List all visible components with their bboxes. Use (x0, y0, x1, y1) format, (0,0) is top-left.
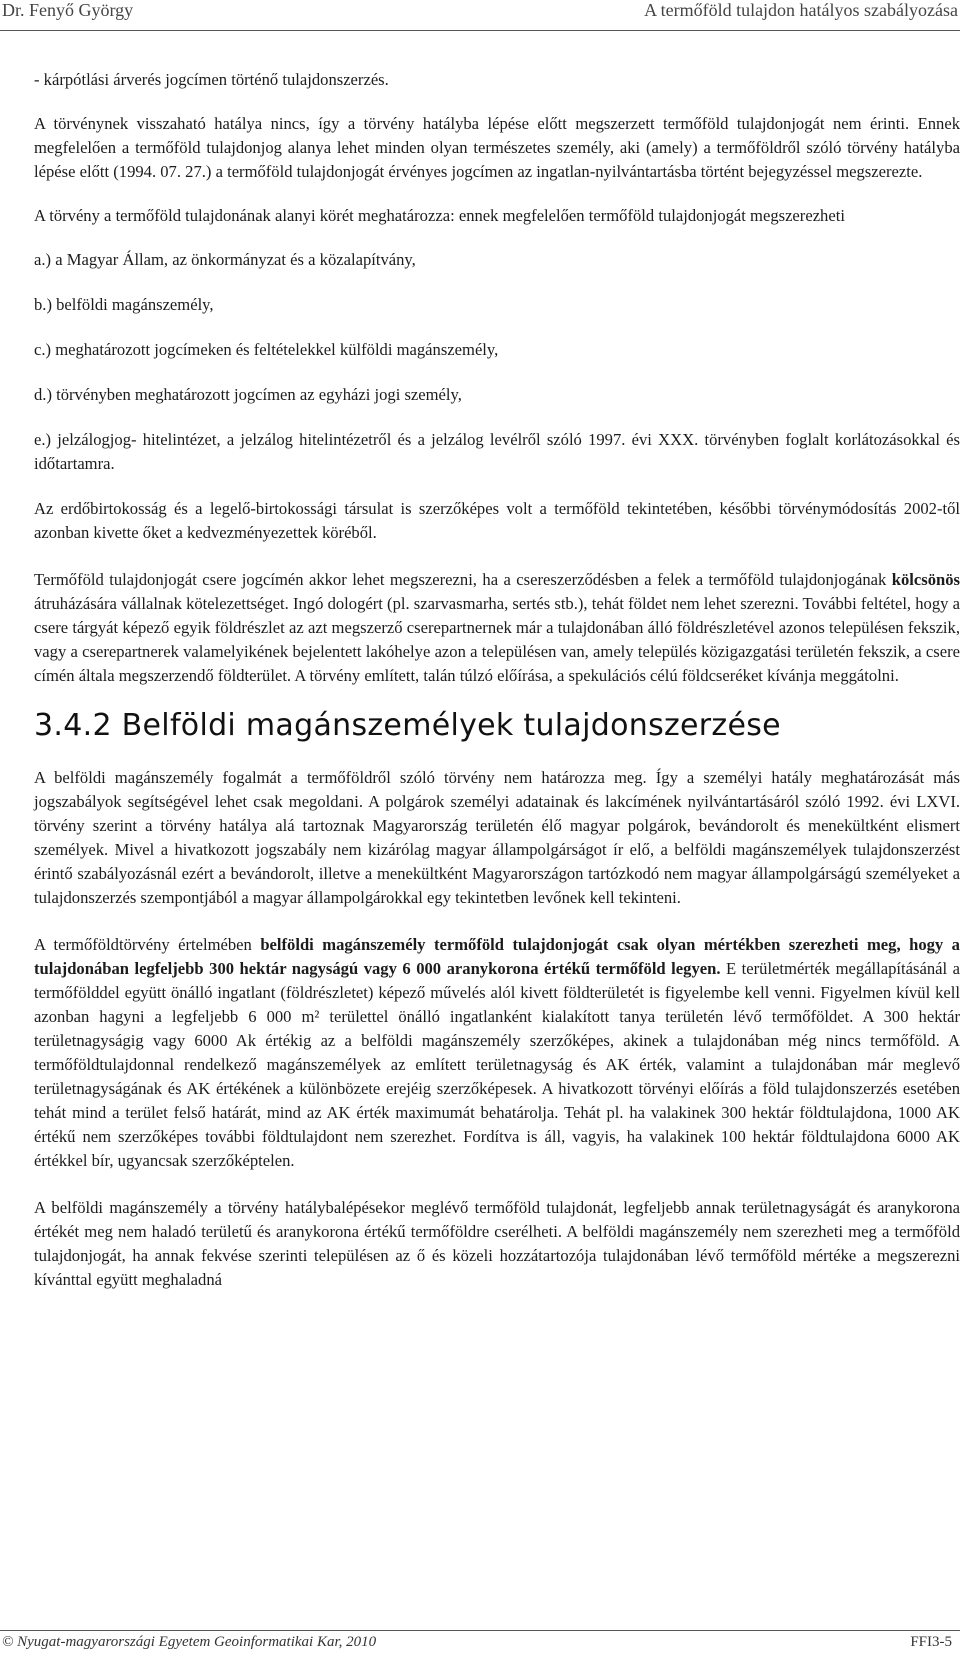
paragraph-hatalybalepes: A belföldi magánszemély a törvény hatálybalépésekor meglévő termőföld tulajdonát, legfeljebb annak területnagyságát és aranykorona értékét meg nem haladó területű és aranykorona értékű termőföldre cserélheti. A belföldi magánszemély nem szerezheti meg a termőföld tulajdonjogát, ha annak fekvése szerinti településen az ő és közeli hozzátartozója tulajdonában lévő termőföld mértéke a megszerezni kívánttal együtt meghaladná (34, 1198, 960, 1289)
paragraph-erdobirtokossag: Az erdőbirtokosság és a legelő-birtokossági társulat is szerzőképes volt a termőföld tekintetében, későbbi törvénymódosítás 2002-től azonban kivette őket a kedvezményezettek köréből. (34, 499, 960, 542)
page-header (0, 0, 960, 30)
footer-copyright: © Nyugat-magyarországi Egyetem Geoinformatikai Kar, 2010 (2, 1634, 377, 1650)
header-rule (0, 30, 960, 31)
header-title: A termőföld tulajdon hatályos szabályozása (644, 0, 958, 20)
emphasis-hektar-korlat: belföldi magánszemély termőföld tulajdonjogát csak olyan mértékben szerezheti meg, hogy a tulajdonában legfeljebb 300 hektár nagyságú vagy 6 000 aranykorona értékű termőföld legyen. (34, 935, 960, 978)
list-item-c: c.) meghatározott jogcímeken és feltételekkel külföldi magánszemély, (34, 340, 499, 359)
document-body (34, 68, 960, 1292)
list-item-d: d.) törvényben meghatározott jogcímen az egyházi jogi személy, (34, 385, 462, 404)
paragraph-fogalom: A belföldi magánszemély fogalmát a termőföldről szóló törvény nem határozza meg. Így a személyi hatály meghatározását más jogszabályok segítségével lehet csak megoldani. A polgárok személyi adatainak és lakcímének nyilvántartásáról szóló 1992. évi LXVI. törvény szerint a törvény hatálya alá tartoznak Magyarország területén élő magyar polgárok, bevándorolt és menekültként elismert személyek. Mivel a hivatkozott jogszabály nem kizárólag magyar állampolgárságot ír elő, a belföldi magánszemélyek tulajdonszerzést érintő szabályozásnál ezért a bevándorolt, illetve a menekültként Magyarországon tartózkodó nem magyar állampolgárságú személyeket a tulajdonszerzés szempontjából a magyar állampolgárokkal egy tekintetben levőnek kell tekinteni. (34, 768, 960, 907)
paragraph-visszahato: A törvénynek visszaható hatálya nincs, így a törvény hatályba lépése előtt megszerzett termőföld tulajdonjogát nem érinti. Ennek megfelelően a termőföld tulajdonjog alanya lehet minden olyan természetes személy, aki (amely) a termőföldről szóló törvény hatályba lépése előtt (1994. 07. 27.) a termőföld tulajdonjogát érvényes jogcímen az ingatlan-nyilvántartásba történt bejegyzéssel megszerezte. (34, 114, 960, 181)
page-number: FFI3-5 (910, 1634, 952, 1650)
paragraph-csere: Termőföld tulajdonjogát csere jogcímén akkor lehet megszerezni, ha a csereszerződésben a felek a termőföld tulajdonjogának kölcsönös átruházására vállalnak kötelezettséget. Ingó dologért (pl. szarvasmarha, sertés stb.), tehát földet nem lehet szerezni. További feltétel, hogy a csere tárgyát képező egyik földrészlet az azt megszerző cserepartnernek már a tulajdonában álló földrészletével azonos településen fekszik, vagy a cserepartnerek valamelyikének bejelentett lakóhelye azon a településen van, amely település közigazgatási területén fekszik, a csere címén általa megszerzendő földterület. A törvény említett, talán túlzó előírása, a spekulációs célú földcseréket kívánja meggátolni. (34, 570, 960, 685)
list-item-e: e.) jelzálogjog- hitelintézet, a jelzálog hitelintézetről és a jelzálog levélről szóló 1997. évi XXX. törvényben foglalt korlátozásokkal és időtartamra. (34, 430, 960, 473)
paragraph-alanyi-kor: A törvény a termőföld tulajdonának alanyi körét meghatározza: ennek megfelelően termőföld tulajdonjogát megszerezheti (34, 206, 845, 225)
list-item-b: b.) belföldi magánszemély, (34, 295, 214, 314)
paragraph-karpotlas: - kárpótlási árverés jogcímen történő tulajdonszerzés. (34, 70, 389, 89)
section-heading: 3.4.2 Belföldi magánszemélyek tulajdonszerzése (34, 708, 781, 743)
list-item-a: a.) a Magyar Állam, az önkormányzat és a közalapítvány, (34, 250, 416, 269)
emphasis-kolcsonos: kölcsönös (891, 570, 960, 589)
header-author: Dr. Fenyő György (2, 0, 134, 20)
paragraph-hektar-korlat: A termőföldtörvény értelmében belföldi magánszemély termőföld tulajdonjogát csak olyan mértékben szerezheti meg, hogy a tulajdonában legfeljebb 300 hektár nagyságú vagy 6 000 aranykorona értékű termőföld legyen. E területmérték megállapításánál a termőfölddel együtt önálló ingatlant (földrészletet) képező művelés alól kivett földterületét is figyelembe kell venni. Figyelmen kívül kell azonban hagyni a legfeljebb 6 000 m² területtel önálló ingatlanként kialakított tanya területén lévő termőföldet. A 300 hektár területnagyságig vagy 6000 Ak értékig az a belföldi magánszemély szerzőképes, akinek a tulajdonában még nincs termőföld. A termőföldtulajdonnal rendelkező magánszemélyek az említett területnagyság és AK érték, valamint a tulajdonában már meglevő területnagyságának és AK értékének a különbözete erejéig szerzőképesek. A hivatkozott törvényi előírás a föld tulajdonszerzés esetében tehát mind a terület felső határát, mind az AK érték maximumát behatárolja. Tehát pl. ha valakinek 300 hektár földtulajdona, 1000 AK értékű nem szerzőképes további földtulajdont nem szerezhet. Fordítva is áll, vagyis, ha valakinek 100 hektár földtulajdona 6000 AK értékkel bír, ugyancsak szerzőképtelen. (34, 935, 960, 1170)
subject-list (34, 248, 960, 476)
footer-rule (0, 1630, 960, 1631)
